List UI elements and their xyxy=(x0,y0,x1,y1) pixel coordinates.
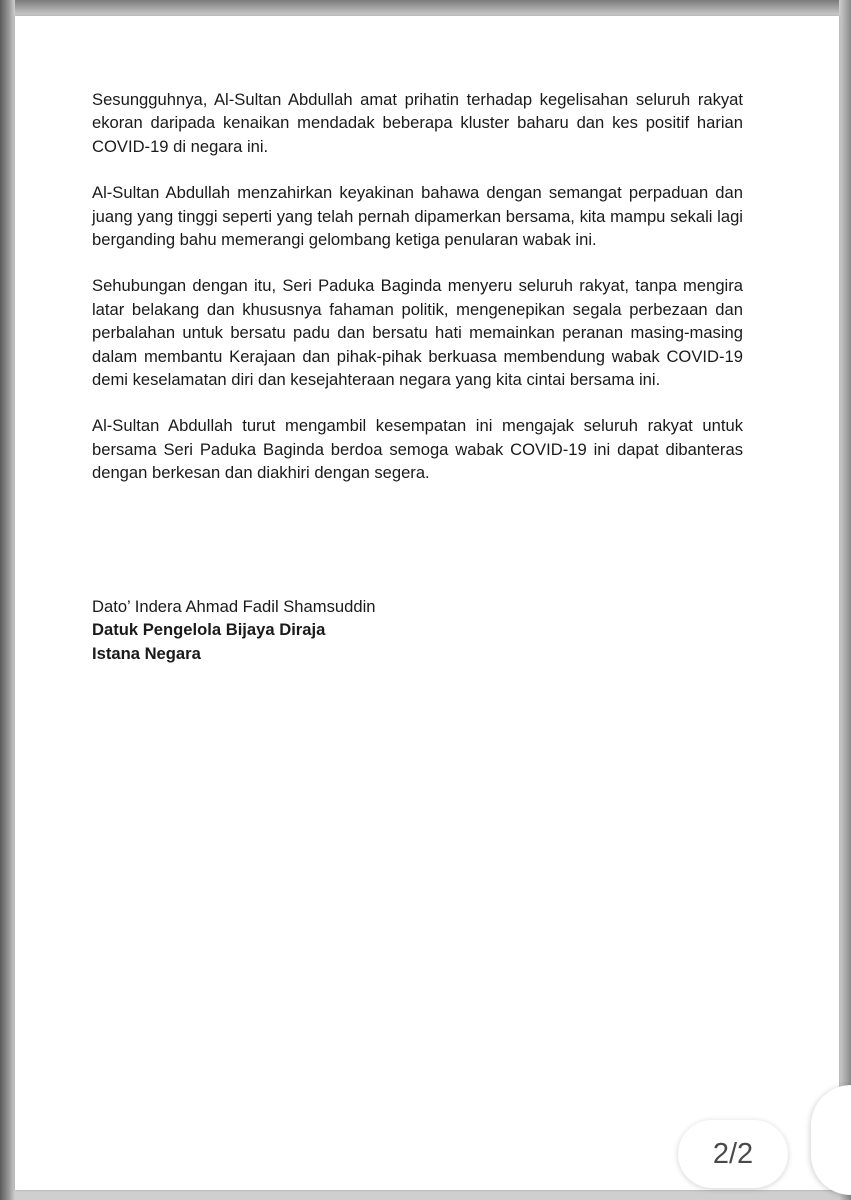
signatory-name: Dato’ Indera Ahmad Fadil Shamsuddin xyxy=(92,597,376,616)
page-edge-shadow-right xyxy=(839,0,851,1200)
signatory-title: Datuk Pengelola Bijaya Diraja xyxy=(92,620,326,640)
page-edge-shadow-left xyxy=(0,0,15,1200)
paragraph-1: Sesungguhnya, Al-Sultan Abdullah amat prihatin terhadap kegelisahan seluruh rakyat ekoran daripada kenaikan mendadak beberapa kluster baharu dan kes positif harian COVID-19 di negara ini. xyxy=(92,90,743,156)
paragraph-4: Al-Sultan Abdullah turut mengambil kesempatan ini mengajak seluruh rakyat untuk bersama Seri Paduka Baginda berdoa semoga wabak COVID-19 ini dapat dibanteras dengan berkesan dan diakhiri dengan segera. xyxy=(92,416,743,483)
page-indicator[interactable]: 2/2 xyxy=(678,1120,788,1188)
paragraph-3: Sehubungan dengan itu, Seri Paduka Baginda menyeru seluruh rakyat, tanpa mengira latar belakang dan khususnya fahaman politik, mengenepikan segala perbezaan dan perbalahan untuk bersatu padu dan bersatu hati memainkan peranan masing-masing dalam membantu Kerajaan dan pihak-pihak berkuasa membendung wabak COVID-19 demi keselamatan diri dan kesejahteraan negara yang kita cintai bersama ini. xyxy=(92,276,743,390)
signature-block xyxy=(92,595,592,665)
paragraph-2: Al-Sultan Abdullah menzahirkan keyakinan bahawa dengan semangat perpaduan dan juang yang tinggi seperti yang telah pernah dipamerkan bersama, kita mampu sekali lagi berganding bahu memerangi gelombang ketiga penularan wabak ini. xyxy=(92,183,743,250)
page-edge-shadow-top xyxy=(0,0,851,16)
document-body xyxy=(92,88,743,508)
signatory-office: Istana Negara xyxy=(92,643,201,663)
